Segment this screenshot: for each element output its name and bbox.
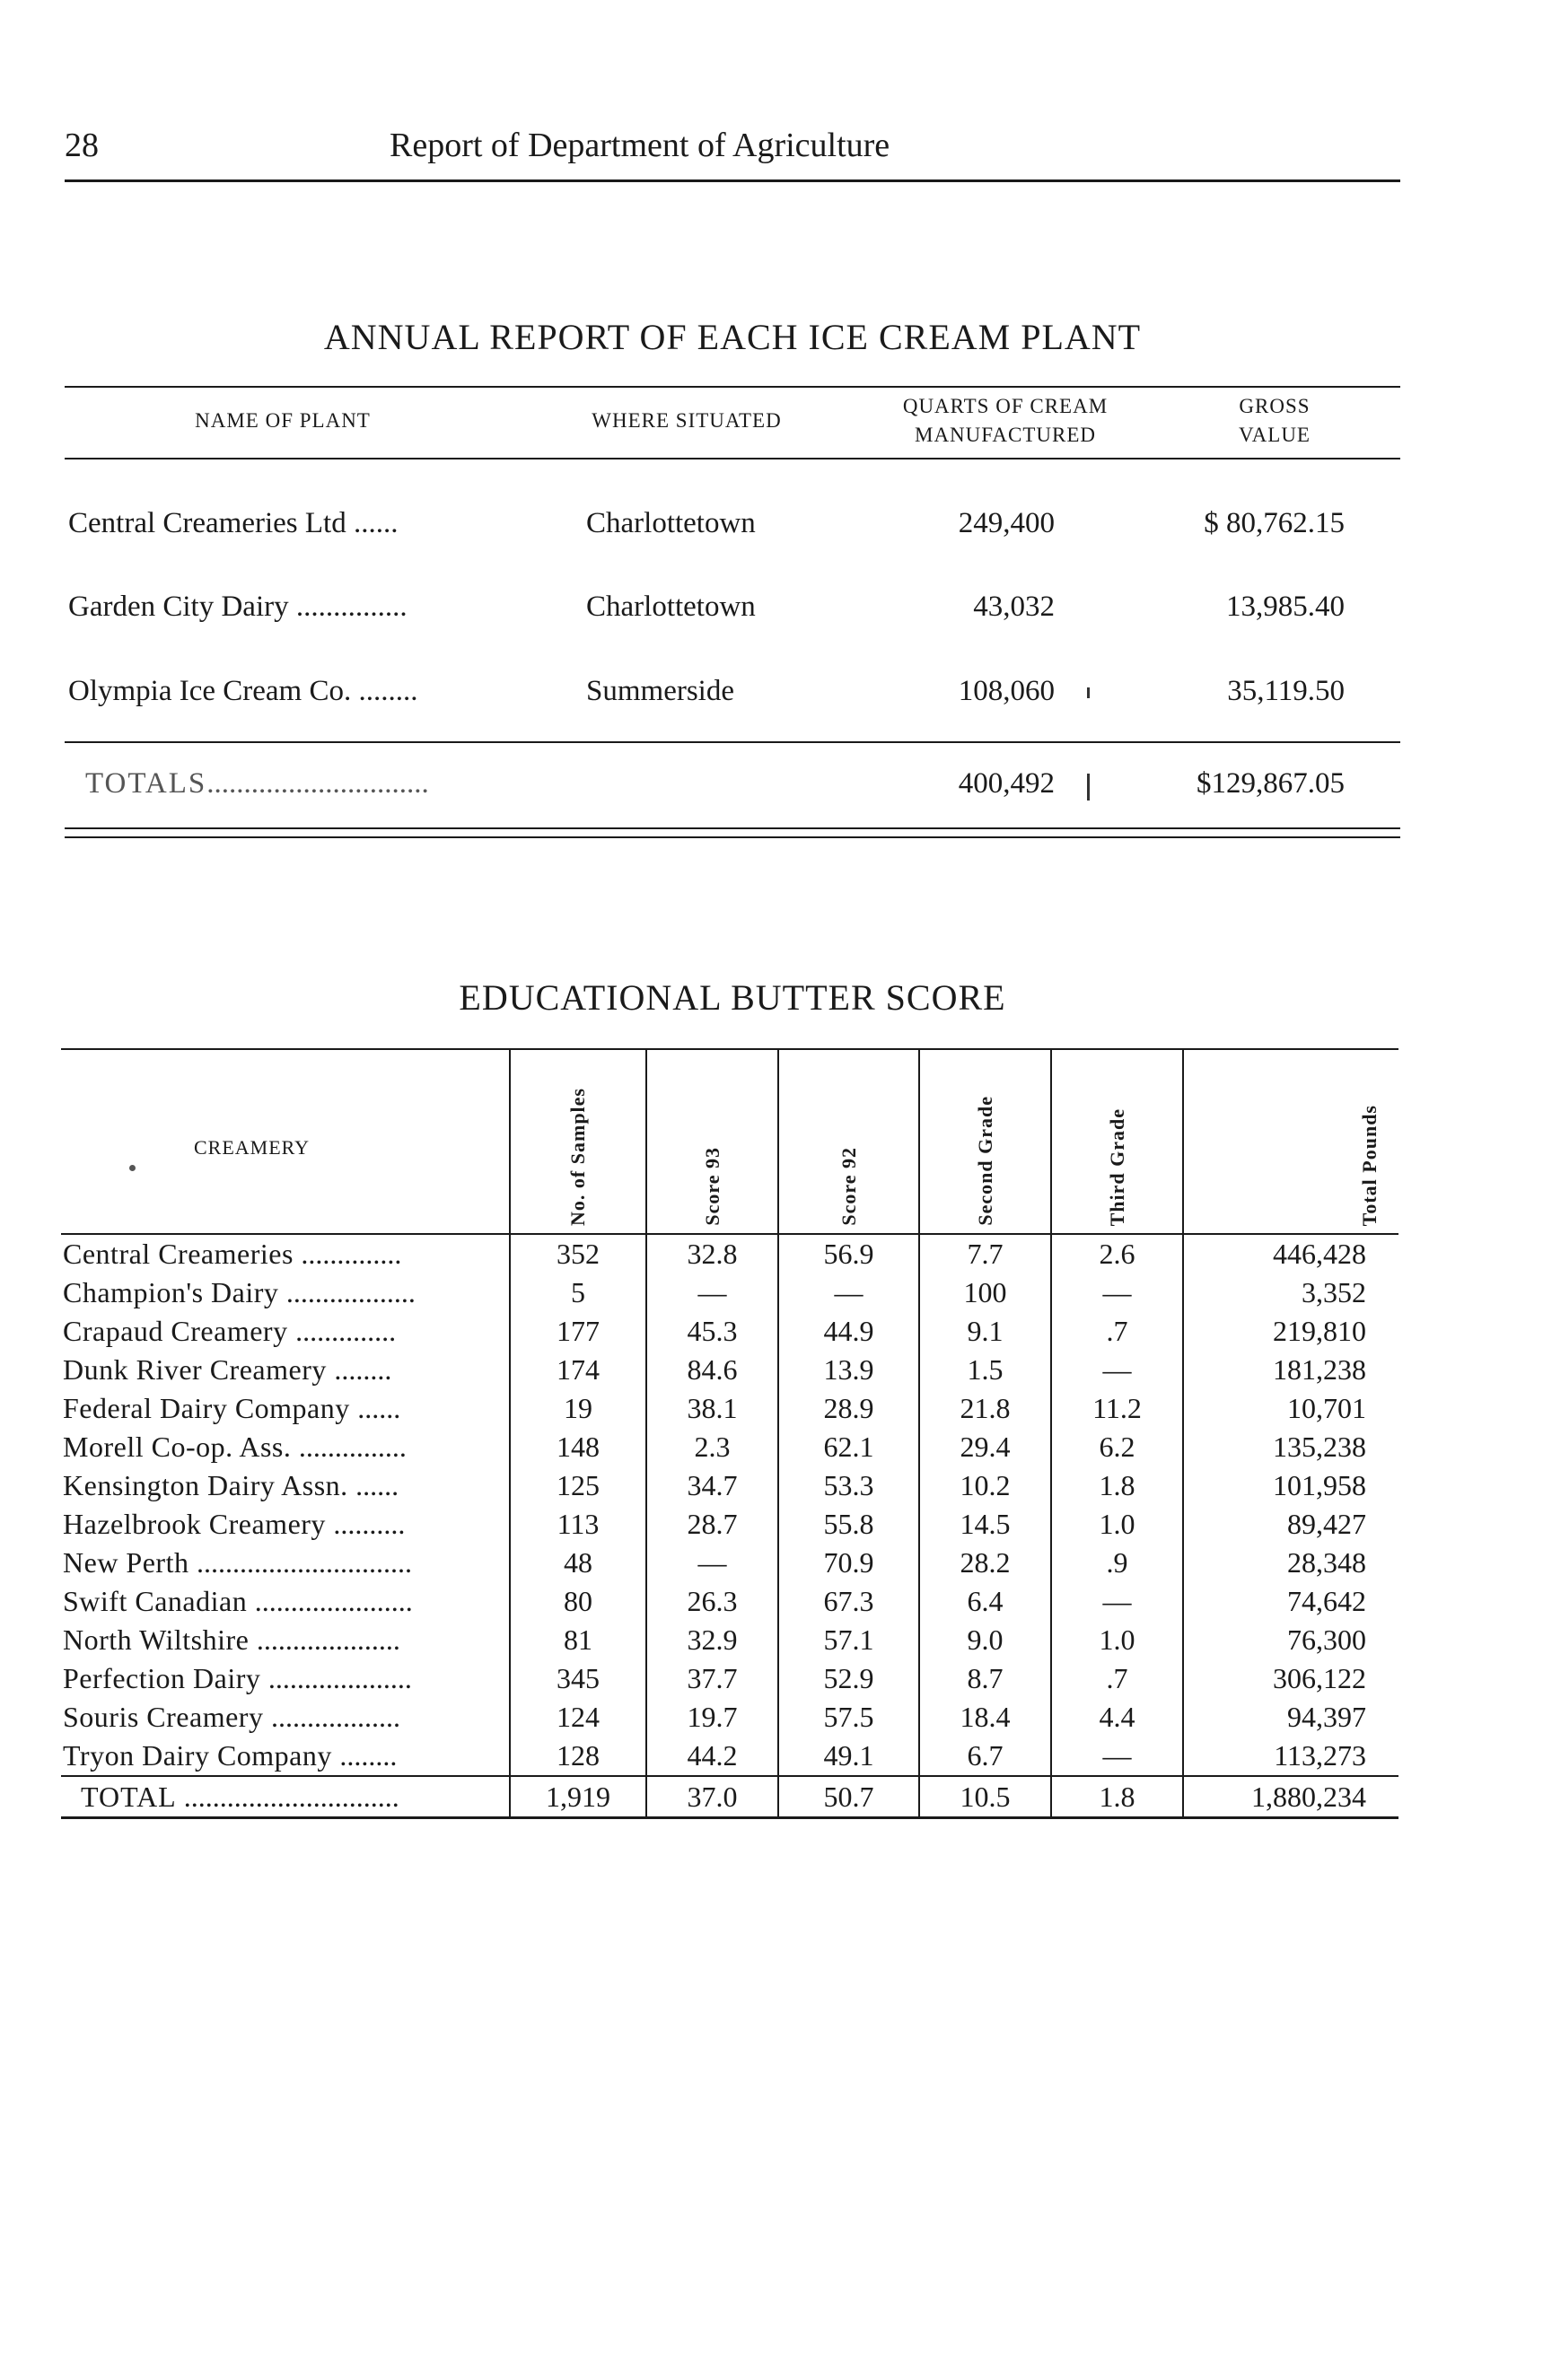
header-gross-value (1185, 392, 1364, 450)
score-93-cell: — (646, 1273, 778, 1312)
score-92-cell: 55.8 (778, 1505, 919, 1544)
totals-gross-value: $129,867.05 (1197, 767, 1345, 800)
table-row (61, 1389, 1398, 1428)
samples-cell: 148 (510, 1428, 646, 1466)
samples-cell: 345 (510, 1659, 646, 1698)
third-grade-cell: — (1051, 1273, 1183, 1312)
total-pounds-cell: 3,352 (1183, 1273, 1398, 1312)
samples-cell: 128 (510, 1737, 646, 1776)
total-label: TOTAL .............................. (61, 1776, 510, 1818)
score-92-cell: 28.9 (778, 1389, 919, 1428)
header-where-situated: WHERE SITUATED (592, 409, 782, 432)
second-grade-cell: 28.2 (919, 1544, 1051, 1582)
creamery-name: Hazelbrook Creamery .......... (63, 1508, 406, 1540)
total-pounds-cell: 135,238 (1183, 1428, 1398, 1466)
total-pounds-cell: 113,273 (1183, 1737, 1398, 1776)
total-second-grade: 10.5 (919, 1776, 1051, 1818)
ice-cream-bottom-rule-1 (65, 827, 1400, 829)
total-score-92: 50.7 (778, 1776, 919, 1818)
table-row (61, 1312, 1398, 1351)
total-score-93: 37.0 (646, 1776, 778, 1818)
total-pounds: 1,880,234 (1183, 1776, 1398, 1818)
second-grade-cell: 18.4 (919, 1698, 1051, 1737)
third-grade-cell: .9 (1051, 1544, 1183, 1582)
samples-cell: 81 (510, 1621, 646, 1659)
butter-title: EDUCATIONAL BUTTER SCORE (459, 977, 1006, 1018)
plant-gross-value: 13,985.40 (1226, 591, 1345, 623)
score-93-cell: 44.2 (646, 1737, 778, 1776)
table-row (61, 1737, 1398, 1776)
samples-cell: 5 (510, 1273, 646, 1312)
second-grade-cell: 21.8 (919, 1389, 1051, 1428)
total-pounds-cell: 74,642 (1183, 1582, 1398, 1621)
third-grade-cell: .7 (1051, 1312, 1183, 1351)
total-pounds-cell: 10,701 (1183, 1389, 1398, 1428)
creamery-name: Dunk River Creamery ........ (63, 1353, 392, 1386)
total-pounds-cell: 28,348 (1183, 1544, 1398, 1582)
header-second-grade: Second Grade (919, 1049, 1051, 1234)
plant-location: Charlottetown (586, 507, 756, 539)
ice-cream-title: ANNUAL REPORT OF EACH ICE CREAM PLANT (323, 317, 1142, 357)
plant-location: Charlottetown (586, 591, 756, 623)
score-92-cell: 70.9 (778, 1544, 919, 1582)
samples-cell: 177 (510, 1312, 646, 1351)
score-92-cell: 49.1 (778, 1737, 919, 1776)
table-row (61, 1659, 1398, 1698)
creamery-name: Champion's Dairy .................. (63, 1276, 416, 1308)
header-quarts (826, 392, 1185, 450)
totals-quarts: 400,492 (958, 767, 1055, 800)
creamery-name: Morell Co-op. Ass. ............... (63, 1431, 407, 1463)
table-row (61, 1466, 1398, 1505)
score-92-cell: — (778, 1273, 919, 1312)
table-row (61, 1428, 1398, 1466)
table-row (61, 1351, 1398, 1389)
score-93-cell: 84.6 (646, 1351, 778, 1389)
score-93-cell: 2.3 (646, 1428, 778, 1466)
third-grade-cell: 11.2 (1051, 1389, 1183, 1428)
score-92-cell: 13.9 (778, 1351, 919, 1389)
score-93-cell: 28.7 (646, 1505, 778, 1544)
samples-cell: 113 (510, 1505, 646, 1544)
score-93-cell: 19.7 (646, 1698, 778, 1737)
total-pounds-cell: 219,810 (1183, 1312, 1398, 1351)
creamery-name: North Wiltshire .................... (63, 1623, 400, 1656)
third-grade-cell: — (1051, 1351, 1183, 1389)
creamery-name: New Perth .............................. (63, 1546, 412, 1579)
running-title: Report of Department of Agriculture (390, 127, 890, 164)
second-grade-cell: 9.0 (919, 1621, 1051, 1659)
ice-cream-totals-rule (65, 741, 1400, 743)
totals-label: TOTALS.............................. (85, 767, 429, 800)
second-grade-cell: 100 (919, 1273, 1051, 1312)
third-grade-cell: 6.2 (1051, 1428, 1183, 1466)
score-92-cell: 53.3 (778, 1466, 919, 1505)
third-grade-cell: — (1051, 1737, 1183, 1776)
plant-name: Olympia Ice Cream Co. ........ (68, 675, 418, 707)
second-grade-cell: 8.7 (919, 1659, 1051, 1698)
second-grade-cell: 6.7 (919, 1737, 1051, 1776)
second-grade-cell: 1.5 (919, 1351, 1051, 1389)
score-93-cell: 26.3 (646, 1582, 778, 1621)
plant-name: Garden City Dairy ............... (68, 591, 408, 623)
header-gross-line2: VALUE (1239, 424, 1311, 446)
butter-score-table (61, 1048, 1398, 1819)
score-93-cell: 32.8 (646, 1234, 778, 1273)
header-third-grade: Third Grade (1051, 1049, 1183, 1234)
total-pounds-cell: 94,397 (1183, 1698, 1398, 1737)
score-92-cell: 52.9 (778, 1659, 919, 1698)
score-93-cell: 34.7 (646, 1466, 778, 1505)
samples-cell: 352 (510, 1234, 646, 1273)
third-grade-cell: 4.4 (1051, 1698, 1183, 1737)
table-row (61, 1544, 1398, 1582)
plant-quarts: 43,032 (973, 591, 1055, 623)
total-pounds-cell: 306,122 (1183, 1659, 1398, 1698)
total-pounds-cell: 76,300 (1183, 1621, 1398, 1659)
samples-cell: 48 (510, 1544, 646, 1582)
table-row (61, 1621, 1398, 1659)
page-number: 28 (65, 127, 99, 164)
plant-gross-value: $ 80,762.15 (1204, 507, 1345, 539)
ice-cream-header-rule (65, 458, 1400, 459)
ice-cream-top-rule (65, 386, 1400, 388)
column-tick (1087, 774, 1090, 801)
total-samples: 1,919 (510, 1776, 646, 1818)
score-92-cell: 67.3 (778, 1582, 919, 1621)
ice-cream-bottom-rule-2 (65, 836, 1400, 838)
header-score-93: Score 93 (646, 1049, 778, 1234)
total-pounds-cell: 181,238 (1183, 1351, 1398, 1389)
second-grade-cell: 10.2 (919, 1466, 1051, 1505)
score-92-cell: 62.1 (778, 1428, 919, 1466)
second-grade-cell: 6.4 (919, 1582, 1051, 1621)
header-creamery: CREAMERY (61, 1049, 510, 1234)
samples-cell: 124 (510, 1698, 646, 1737)
butter-total-row (61, 1776, 1398, 1818)
column-tick (1087, 687, 1090, 698)
header-gross-line1: GROSS (1239, 395, 1311, 417)
table-row (61, 1505, 1398, 1544)
creamery-name: Perfection Dairy .................... (63, 1662, 412, 1694)
header-quarts-line2: MANUFACTURED (915, 424, 1096, 446)
score-92-cell: 44.9 (778, 1312, 919, 1351)
second-grade-cell: 7.7 (919, 1234, 1051, 1273)
creamery-name: Swift Canadian ...................... (63, 1585, 413, 1617)
header-quarts-line1: QUARTS OF CREAM (902, 395, 1109, 417)
samples-cell: 80 (510, 1582, 646, 1621)
samples-cell: 19 (510, 1389, 646, 1428)
table-row (61, 1698, 1398, 1737)
total-pounds-cell: 101,958 (1183, 1466, 1398, 1505)
header-samples: No. of Samples (510, 1049, 646, 1234)
third-grade-cell: 2.6 (1051, 1234, 1183, 1273)
third-grade-cell: — (1051, 1582, 1183, 1621)
score-92-cell: 57.1 (778, 1621, 919, 1659)
creamery-name: Souris Creamery .................. (63, 1701, 400, 1733)
table-row (61, 1234, 1398, 1273)
second-grade-cell: 14.5 (919, 1505, 1051, 1544)
header-total-pounds: Total Pounds (1183, 1049, 1398, 1234)
score-93-cell: 32.9 (646, 1621, 778, 1659)
plant-quarts: 108,060 (958, 675, 1055, 707)
creamery-name: Crapaud Creamery .............. (63, 1315, 397, 1347)
plant-name: Central Creameries Ltd ...... (68, 507, 399, 539)
score-92-cell: 57.5 (778, 1698, 919, 1737)
third-grade-cell: .7 (1051, 1659, 1183, 1698)
total-pounds-cell: 89,427 (1183, 1505, 1398, 1544)
score-93-cell: 38.1 (646, 1389, 778, 1428)
creamery-name: Kensington Dairy Assn. ...... (63, 1469, 399, 1501)
third-grade-cell: 1.8 (1051, 1466, 1183, 1505)
third-grade-cell: 1.0 (1051, 1621, 1183, 1659)
second-grade-cell: 29.4 (919, 1428, 1051, 1466)
plant-quarts: 249,400 (958, 507, 1055, 539)
plant-location: Summerside (586, 675, 734, 707)
butter-table-body (61, 1234, 1398, 1776)
table-row (61, 1273, 1398, 1312)
creamery-name: Federal Dairy Company ...... (63, 1392, 401, 1424)
plant-gross-value: 35,119.50 (1227, 675, 1345, 707)
second-grade-cell: 9.1 (919, 1312, 1051, 1351)
score-93-cell: 45.3 (646, 1312, 778, 1351)
samples-cell: 174 (510, 1351, 646, 1389)
table-row (61, 1582, 1398, 1621)
header-score-92: Score 92 (778, 1049, 919, 1234)
creamery-name: Central Creameries .............. (63, 1238, 402, 1270)
creamery-name: Tryon Dairy Company ........ (63, 1739, 398, 1772)
third-grade-cell: 1.0 (1051, 1505, 1183, 1544)
score-93-cell: 37.7 (646, 1659, 778, 1698)
running-head (65, 126, 1400, 182)
score-92-cell: 56.9 (778, 1234, 919, 1273)
total-pounds-cell: 446,428 (1183, 1234, 1398, 1273)
samples-cell: 125 (510, 1466, 646, 1505)
header-name-of-plant: NAME OF PLANT (195, 409, 371, 432)
bullet-mark (129, 1165, 136, 1171)
total-third-grade: 1.8 (1051, 1776, 1183, 1818)
score-93-cell: — (646, 1544, 778, 1582)
